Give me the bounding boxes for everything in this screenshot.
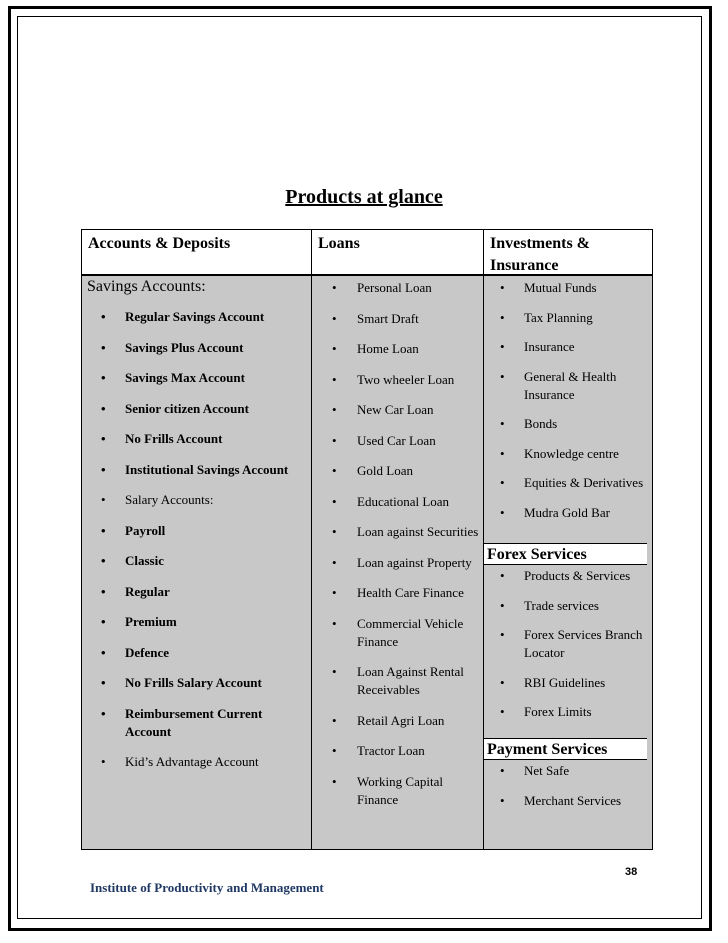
- account-item: • Regular: [82, 583, 311, 601]
- investment-item: • Mudra Gold Bar: [484, 504, 652, 522]
- loan-item: • Retail Agri Loan: [312, 712, 483, 730]
- loan-item: • Loan Against Rental Receivables: [312, 663, 483, 699]
- loan-item: • Loan against Securities: [312, 523, 483, 541]
- investment-item: • Mutual Funds: [484, 279, 652, 297]
- investment-item: • Bonds: [484, 415, 652, 433]
- forex-item: • Forex Limits: [484, 703, 652, 721]
- loan-item: • Health Care Finance: [312, 584, 483, 602]
- payment-item: • Merchant Services: [484, 792, 652, 810]
- account-item: • Classic: [82, 552, 311, 570]
- products-table: [81, 229, 653, 850]
- account-item: • Payroll: [82, 522, 311, 540]
- account-item: • No Frills Account: [82, 430, 311, 448]
- investments-list: [484, 279, 652, 522]
- loan-item: • Loan against Property: [312, 554, 483, 572]
- forex-list: [484, 567, 652, 733]
- loan-item: • Gold Loan: [312, 462, 483, 480]
- loans-list: [312, 279, 483, 809]
- header-accounts: Accounts & Deposits: [82, 230, 311, 274]
- loan-item: • Personal Loan: [312, 279, 483, 297]
- loan-item: • Working Capital Finance: [312, 773, 483, 809]
- account-item: • Reimbursement Current Account: [82, 705, 311, 741]
- page-title: Products at glance: [285, 186, 443, 208]
- loan-item: • Educational Loan: [312, 493, 483, 511]
- footer-institution: Institute of Productivity and Management: [90, 880, 324, 895]
- header-investments: Investments & Insurance: [484, 230, 652, 274]
- loan-item: • Tractor Loan: [312, 742, 483, 760]
- account-item: • Savings Max Account: [82, 369, 311, 387]
- investment-item: • General & Health Insurance: [484, 368, 652, 404]
- forex-item: • RBI Guidelines: [484, 674, 652, 692]
- loans-column: [312, 276, 483, 821]
- account-item: • Institutional Savings Account: [82, 461, 311, 479]
- loan-item: • Smart Draft: [312, 310, 483, 328]
- account-item: • No Frills Salary Account: [82, 674, 311, 692]
- account-item: • Savings Plus Account: [82, 339, 311, 357]
- account-item: • Defence: [82, 644, 311, 662]
- forex-item: • Forex Services Branch Locator: [484, 626, 652, 662]
- account-item: • Premium: [82, 613, 311, 631]
- account-item: • Regular Savings Account: [82, 308, 311, 326]
- forex-item: • Products & Services: [484, 567, 652, 585]
- payment-list: [484, 762, 652, 821]
- account-item: • Kid’s Advantage Account: [82, 753, 311, 771]
- investment-item: • Equities & Derivatives: [484, 474, 652, 492]
- investment-item: • Tax Planning: [484, 309, 652, 327]
- loan-item: • Home Loan: [312, 340, 483, 358]
- investment-item: • Knowledge centre: [484, 445, 652, 463]
- loan-item: • Used Car Loan: [312, 432, 483, 450]
- accounts-list: [82, 308, 311, 771]
- account-item: • Salary Accounts:: [82, 491, 311, 509]
- forex-item: • Trade services: [484, 597, 652, 615]
- investment-item: • Insurance: [484, 338, 652, 356]
- investments-column: [484, 276, 652, 533]
- loan-item: • Commercial Vehicle Finance: [312, 615, 483, 651]
- savings-accounts-label: Savings Accounts:: [87, 278, 206, 295]
- payment-services-header: Payment Services: [484, 738, 647, 760]
- account-item: • Senior citizen Account: [82, 400, 311, 418]
- accounts-column: [82, 276, 311, 784]
- header-loans: Loans: [312, 230, 483, 274]
- loan-item: • Two wheeler Loan: [312, 371, 483, 389]
- payment-item: • Net Safe: [484, 762, 652, 780]
- page-number: 38: [625, 866, 638, 878]
- loan-item: • New Car Loan: [312, 401, 483, 419]
- forex-services-header: Forex Services: [484, 543, 647, 565]
